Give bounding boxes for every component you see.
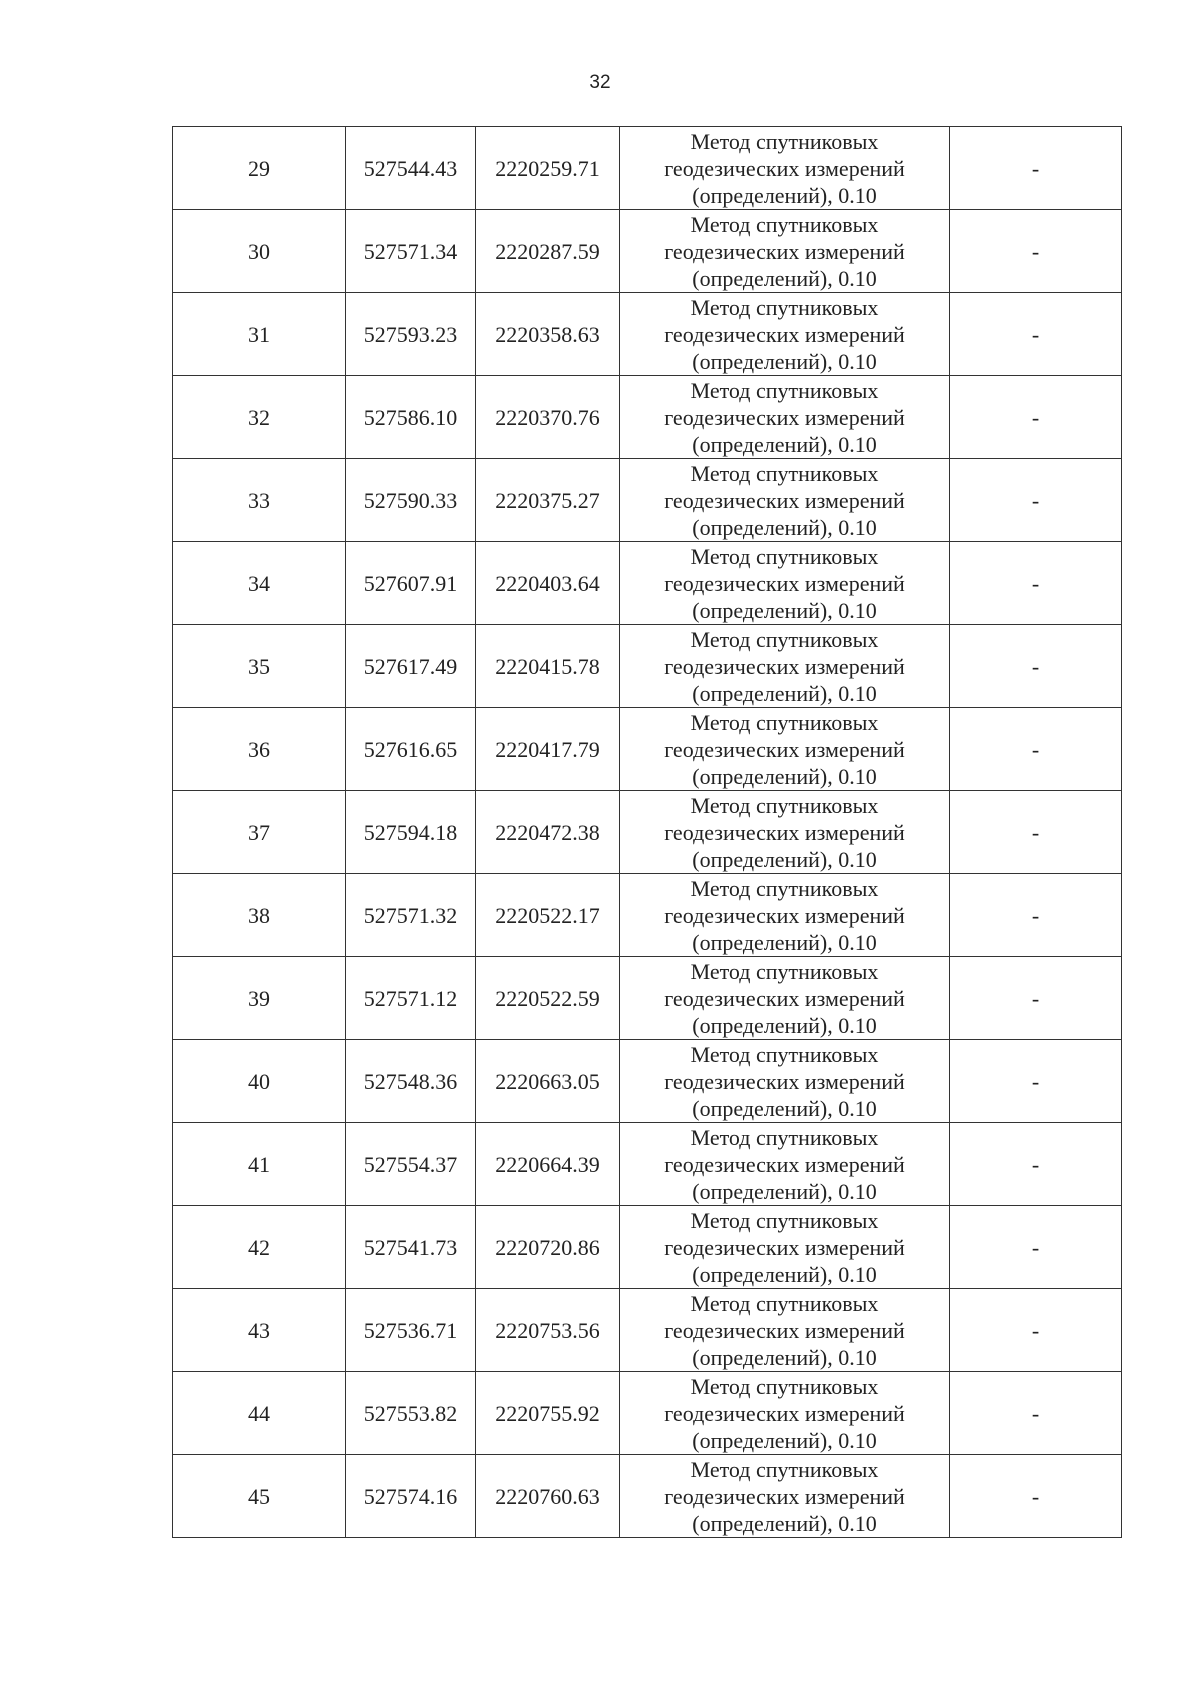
method-line: (определений), 0.10 (692, 1427, 877, 1453)
point-number-cell: 38 (173, 874, 346, 957)
x-coordinate-cell: 527553.82 (346, 1372, 476, 1455)
method-cell (620, 293, 950, 376)
point-number-cell: 33 (173, 459, 346, 542)
method-line: (определений), 0.10 (692, 1012, 877, 1038)
point-number-cell: 45 (173, 1455, 346, 1538)
extra-cell: - (950, 1372, 1122, 1455)
y-coordinate-cell: 2220753.56 (476, 1289, 620, 1372)
extra-cell: - (950, 127, 1122, 210)
method-line: Метод спутниковых (690, 294, 879, 320)
method-line: геодезических измерений (664, 1317, 905, 1343)
extra-cell: - (950, 542, 1122, 625)
method-line: (определений), 0.10 (692, 1095, 877, 1121)
y-coordinate-cell: 2220358.63 (476, 293, 620, 376)
page-number: 32 (589, 72, 611, 93)
method-line: Метод спутниковых (690, 875, 879, 901)
method-line: (определений), 0.10 (692, 348, 877, 374)
method-line: Метод спутниковых (690, 1207, 879, 1233)
point-number-cell: 31 (173, 293, 346, 376)
y-coordinate-cell: 2220415.78 (476, 625, 620, 708)
method-line: (определений), 0.10 (692, 597, 877, 623)
y-coordinate-cell: 2220375.27 (476, 459, 620, 542)
extra-cell: - (950, 293, 1122, 376)
point-number-cell: 30 (173, 210, 346, 293)
extra-cell: - (950, 1040, 1122, 1123)
point-number-cell: 36 (173, 708, 346, 791)
method-line: (определений), 0.10 (692, 680, 877, 706)
method-line: (определений), 0.10 (692, 265, 877, 291)
extra-cell: - (950, 376, 1122, 459)
x-coordinate-cell: 527594.18 (346, 791, 476, 874)
method-line: Метод спутниковых (690, 1041, 879, 1067)
method-cell (620, 1123, 950, 1206)
x-coordinate-cell: 527617.49 (346, 625, 476, 708)
method-line: геодезических измерений (664, 1068, 905, 1094)
table-row (173, 210, 1122, 293)
table-row (173, 791, 1122, 874)
method-line: геодезических измерений (664, 570, 905, 596)
method-cell (620, 210, 950, 293)
method-cell (620, 791, 950, 874)
method-line: геодезических измерений (664, 653, 905, 679)
table-row (173, 1206, 1122, 1289)
method-cell (620, 542, 950, 625)
method-cell (620, 874, 950, 957)
extra-cell: - (950, 1123, 1122, 1206)
table-row (173, 1040, 1122, 1123)
table-row (173, 1123, 1122, 1206)
table-row (173, 957, 1122, 1040)
table-row (173, 1289, 1122, 1372)
method-line: геодезических измерений (664, 155, 905, 181)
method-line: Метод спутниковых (690, 128, 879, 154)
method-cell (620, 708, 950, 791)
method-line: геодезических измерений (664, 736, 905, 762)
point-number-cell: 43 (173, 1289, 346, 1372)
method-line: геодезических измерений (664, 902, 905, 928)
y-coordinate-cell: 2220663.05 (476, 1040, 620, 1123)
method-line: Метод спутниковых (690, 626, 879, 652)
x-coordinate-cell: 527607.91 (346, 542, 476, 625)
y-coordinate-cell: 2220755.92 (476, 1372, 620, 1455)
method-line: геодезических измерений (664, 985, 905, 1011)
y-coordinate-cell: 2220370.76 (476, 376, 620, 459)
method-line: геодезических измерений (664, 819, 905, 845)
point-number-cell: 34 (173, 542, 346, 625)
point-number-cell: 44 (173, 1372, 346, 1455)
extra-cell: - (950, 459, 1122, 542)
method-line: геодезических измерений (664, 238, 905, 264)
extra-cell: - (950, 1289, 1122, 1372)
extra-cell: - (950, 957, 1122, 1040)
method-line: (определений), 0.10 (692, 929, 877, 955)
point-number-cell: 39 (173, 957, 346, 1040)
method-cell (620, 957, 950, 1040)
method-line: Метод спутниковых (690, 1124, 879, 1150)
method-line: (определений), 0.10 (692, 431, 877, 457)
x-coordinate-cell: 527571.34 (346, 210, 476, 293)
method-cell (620, 1372, 950, 1455)
point-number-cell: 42 (173, 1206, 346, 1289)
table-row (173, 376, 1122, 459)
coordinates-table-body (173, 127, 1122, 1538)
table-row (173, 293, 1122, 376)
method-line: геодезических измерений (664, 321, 905, 347)
x-coordinate-cell: 527571.12 (346, 957, 476, 1040)
point-number-cell: 37 (173, 791, 346, 874)
method-line: Метод спутниковых (690, 211, 879, 237)
table-row (173, 625, 1122, 708)
extra-cell: - (950, 791, 1122, 874)
method-line: геодезических измерений (664, 404, 905, 430)
x-coordinate-cell: 527593.23 (346, 293, 476, 376)
method-line: Метод спутниковых (690, 792, 879, 818)
y-coordinate-cell: 2220760.63 (476, 1455, 620, 1538)
method-line: (определений), 0.10 (692, 1344, 877, 1370)
method-line: Метод спутниковых (690, 377, 879, 403)
x-coordinate-cell: 527544.43 (346, 127, 476, 210)
method-line: (определений), 0.10 (692, 1510, 877, 1536)
method-line: Метод спутниковых (690, 1456, 879, 1482)
x-coordinate-cell: 527554.37 (346, 1123, 476, 1206)
method-line: (определений), 0.10 (692, 1261, 877, 1287)
table-row (173, 1455, 1122, 1538)
extra-cell: - (950, 1206, 1122, 1289)
y-coordinate-cell: 2220403.64 (476, 542, 620, 625)
extra-cell: - (950, 874, 1122, 957)
y-coordinate-cell: 2220259.71 (476, 127, 620, 210)
table-row (173, 459, 1122, 542)
method-cell (620, 1040, 950, 1123)
method-line: (определений), 0.10 (692, 763, 877, 789)
method-line: (определений), 0.10 (692, 182, 877, 208)
table-row (173, 1372, 1122, 1455)
table-row (173, 127, 1122, 210)
method-line: Метод спутниковых (690, 1290, 879, 1316)
extra-cell: - (950, 210, 1122, 293)
x-coordinate-cell: 527590.33 (346, 459, 476, 542)
method-line: Метод спутниковых (690, 543, 879, 569)
table-row (173, 542, 1122, 625)
y-coordinate-cell: 2220664.39 (476, 1123, 620, 1206)
point-number-cell: 40 (173, 1040, 346, 1123)
method-line: (определений), 0.10 (692, 1178, 877, 1204)
method-line: геодезических измерений (664, 1400, 905, 1426)
point-number-cell: 35 (173, 625, 346, 708)
x-coordinate-cell: 527574.16 (346, 1455, 476, 1538)
y-coordinate-cell: 2220287.59 (476, 210, 620, 293)
y-coordinate-cell: 2220522.17 (476, 874, 620, 957)
y-coordinate-cell: 2220472.38 (476, 791, 620, 874)
method-cell (620, 127, 950, 210)
method-line: геодезических измерений (664, 1483, 905, 1509)
method-cell (620, 1289, 950, 1372)
point-number-cell: 29 (173, 127, 346, 210)
table-row (173, 708, 1122, 791)
x-coordinate-cell: 527541.73 (346, 1206, 476, 1289)
method-line: (определений), 0.10 (692, 846, 877, 872)
x-coordinate-cell: 527616.65 (346, 708, 476, 791)
extra-cell: - (950, 708, 1122, 791)
x-coordinate-cell: 527536.71 (346, 1289, 476, 1372)
point-number-cell: 41 (173, 1123, 346, 1206)
y-coordinate-cell: 2220522.59 (476, 957, 620, 1040)
x-coordinate-cell: 527586.10 (346, 376, 476, 459)
method-line: (определений), 0.10 (692, 514, 877, 540)
method-cell (620, 1206, 950, 1289)
method-line: геодезических измерений (664, 487, 905, 513)
method-line: Метод спутниковых (690, 709, 879, 735)
y-coordinate-cell: 2220720.86 (476, 1206, 620, 1289)
method-cell (620, 1455, 950, 1538)
method-cell (620, 459, 950, 542)
x-coordinate-cell: 527548.36 (346, 1040, 476, 1123)
method-line: геодезических измерений (664, 1234, 905, 1260)
method-cell (620, 376, 950, 459)
extra-cell: - (950, 625, 1122, 708)
method-line: Метод спутниковых (690, 1373, 879, 1399)
extra-cell: - (950, 1455, 1122, 1538)
method-line: геодезических измерений (664, 1151, 905, 1177)
x-coordinate-cell: 527571.32 (346, 874, 476, 957)
table-row (173, 874, 1122, 957)
method-line: Метод спутниковых (690, 958, 879, 984)
coordinates-table (172, 126, 1122, 1538)
y-coordinate-cell: 2220417.79 (476, 708, 620, 791)
method-line: Метод спутниковых (690, 460, 879, 486)
point-number-cell: 32 (173, 376, 346, 459)
method-cell (620, 625, 950, 708)
